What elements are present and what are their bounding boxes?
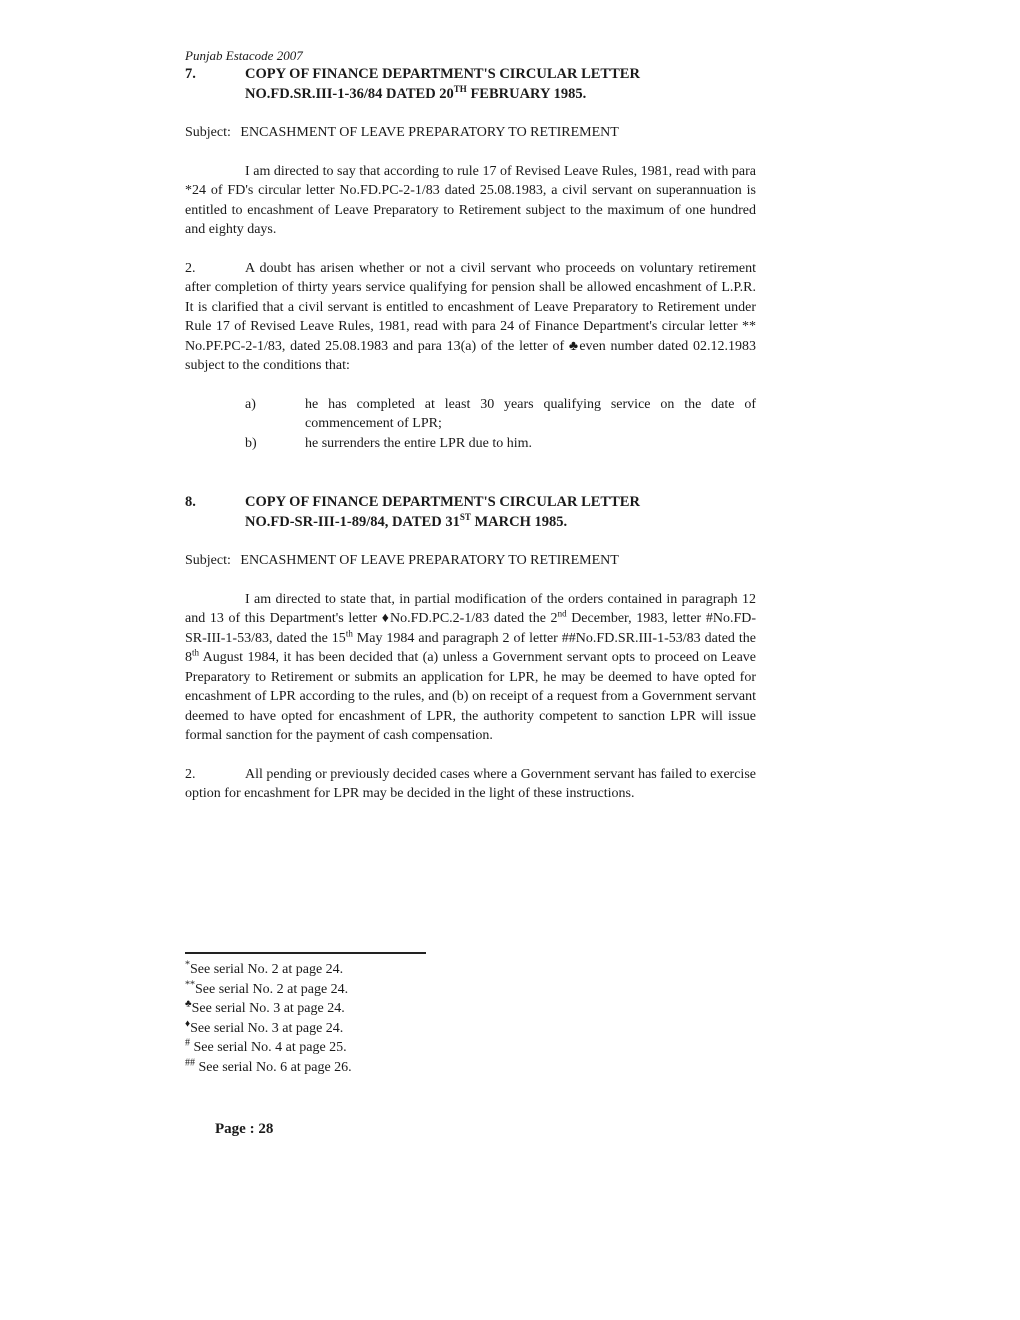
section-7-number: 7. [185, 66, 196, 82]
section-8-heading [185, 492, 756, 532]
footnotes [185, 952, 426, 1078]
footnote: **See serial No. 2 at page 24. [185, 978, 349, 997]
document-page [185, 48, 756, 804]
subject-label: Subject: [185, 125, 231, 140]
list-item-mark: b) [245, 435, 257, 451]
page-number: Page : 28 [215, 1121, 274, 1137]
conditions-list [185, 395, 756, 454]
section-7-paragraph-2: 2. A doubt has arisen whether or not a civil servant who proceeds on voluntary retirement after completion of thirty years service qualifying for pension shall be allowed encashment of L.P.R. It is clarified that a civil servant is entitled to encashment of Leave Preparatory to Retirement under Rule 17 of Revised Leave Rules, 1981, read with para 24 of Finance Department's circular letter ** No.PF.PC-2-1/83, dated 25.08.1983 and para 13(a) of the letter of ♣even number dated 02.12.1983 subject to the conditions that: [185, 260, 756, 373]
section-7-heading [185, 64, 756, 104]
subject-text: ENCASHMENT OF LEAVE PREPARATORY TO RETIREMENT [240, 553, 619, 568]
section-8-number: 8. [185, 494, 196, 510]
section-7-heading-line1: COPY OF FINANCE DEPARTMENT'S CIRCULAR LETTER [245, 66, 640, 82]
section-7-heading-line2: NO.FD.SR.III-1-36/84 DATED 20TH FEBRUARY 1985. [245, 84, 587, 102]
section-8-paragraph-2: 2. All pending or previously decided cases where a Government servant has failed to exercise option for encashment for LPR may be decided in the light of these instructions. [185, 766, 756, 801]
footnote: ♦See serial No. 3 at page 24. [185, 1018, 344, 1036]
section-8-heading-line2: NO.FD-SR-III-1-89/84, DATED 31ST MARCH 1985. [245, 512, 568, 530]
paragraph-number: 2. [185, 260, 196, 276]
section-8-heading-line1: COPY OF FINANCE DEPARTMENT'S CIRCULAR LETTER [245, 494, 640, 510]
list-item-mark: a) [245, 396, 256, 412]
list-item [185, 434, 756, 454]
running-header: Punjab Estacode 2007 [185, 48, 303, 63]
section-7-subject [185, 123, 756, 143]
section-7-paragraph-1: I am directed to say that according to rule 17 of Revised Leave Rules, 1981, read with para *24 of FD's circular letter No.FD.PC-2-1/83 dated 25.08.1983, a civil servant on superannuation is entitled to encashment of Leave Preparatory to Retirement subject to the maximum of one hundred and eighty days. [185, 163, 756, 237]
subject-label: Subject: [185, 553, 231, 568]
section-8-paragraph-1: I am directed to state that, in partial modification of the orders contained in paragraph 12 and 13 of this Department's letter ♦No.FD.PC.2-1/83 dated the 2nd December, 1983, letter #No.FD-SR-III-1-53/83, dated the 15th May 1984 and paragraph 2 of letter ##No.FD.SR.III-1-53/83 dated the 8th August 1984, it has been decided that (a) unless a Government servant opts to proceed on Leave Preparatory to Retirement or submits an application for LPR, he may be deemed to have opted for encashment of LPR according to the rules, and (b) on receipt of a request from a Government servant deemed to have opted for encashment of LPR, the authority competent to sanction LPR will issue formal sanction for the payment of cash compensation. [185, 591, 757, 743]
footnote: ## See serial No. 6 at page 26. [185, 1057, 352, 1075]
list-item-text: he surrenders the entire LPR due to him. [305, 435, 533, 451]
footnote: ♣See serial No. 3 at page 24. [185, 998, 345, 1017]
footnote: *See serial No. 2 at page 24. [185, 959, 344, 977]
subject-text: ENCASHMENT OF LEAVE PREPARATORY TO RETIREMENT [240, 125, 619, 140]
footnote-separator [185, 952, 426, 954]
section-8-subject [185, 551, 756, 571]
list-item [185, 395, 756, 434]
paragraph-number: 2. [185, 766, 196, 782]
footnote: # See serial No. 4 at page 25. [185, 1037, 347, 1056]
list-item-text: he has completed at least 30 years qualifying service on the date of commencement of LPR; [305, 396, 756, 431]
